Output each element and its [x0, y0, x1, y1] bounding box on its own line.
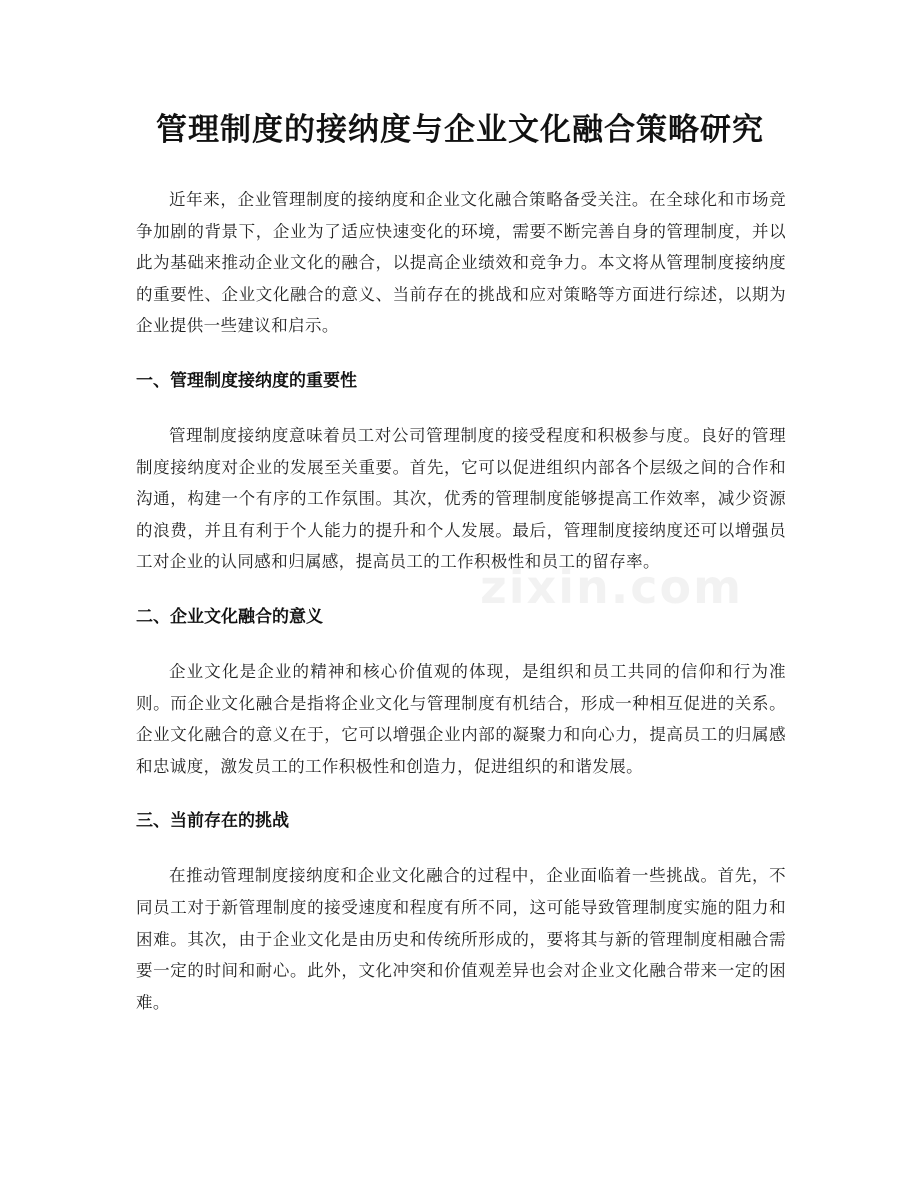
section-heading-3: 三、当前存在的挑战	[136, 811, 289, 832]
watermark: zixin.com	[480, 560, 744, 614]
document-body	[136, 184, 786, 1018]
document-title: 管理制度的接纳度与企业文化融合策略研究	[156, 112, 764, 148]
section-heading-1: 一、管理制度接纳度的重要性	[136, 370, 357, 391]
section-body-2: 企业文化是企业的精神和核心价值观的体现，是组织和员工共同的信仰和行为准则。而企业文化融合是指将企业文化与管理制度有机结合，形成一种相互促进的关系。企业文化融合的意义在于，它可以增强企业内部的凝聚力和向心力，提高员工的归属感和忠诚度，激发员工的工作积极性和创造力，促进组织的和谐发展。	[136, 661, 786, 776]
section-body-1: 管理制度接纳度意味着员工对公司管理制度的接受程度和积极参与度。良好的管理制度接纳度对企业的发展至关重要。首先，它可以促进组织内部各个层级之间的合作和沟通，构建一个有序的工作氛围。其次，优秀的管理制度能够提高工作效率，减少资源的浪费，并且有利于个人能力的提升和个人发展。最后，管理制度接纳度还可以增强员工对企业的认同感和归属感，提高员工的工作积极性和员工的留存率。	[136, 425, 786, 572]
section-heading-2: 二、企业文化融合的意义	[136, 606, 323, 627]
intro-paragraph: 近年来，企业管理制度的接纳度和企业文化融合策略备受关注。在全球化和市场竞争加剧的背景下，企业为了适应快速变化的环境，需要不断完善自身的管理制度，并以此为基础来推动企业文化的融合，以提高企业绩效和竞争力。本文将从管理制度接纳度的重要性、企业文化融合的意义、当前存在的挑战和应对策略等方面进行综述，以期为企业提供一些建议和启示。	[136, 190, 786, 336]
section-body-3: 在推动管理制度接纳度和企业文化融合的过程中，企业面临着一些挑战。首先，不同员工对于新管理制度的接受速度和程度有所不同，这可能导致管理制度实施的阻力和困难。其次，由于企业文化是由历史和传统所形成的，要将其与新的管理制度相融合需要一定的时间和耐心。此外，文化冲突和价值观差异也会对企业文化融合带来一定的困难。	[136, 866, 786, 1012]
